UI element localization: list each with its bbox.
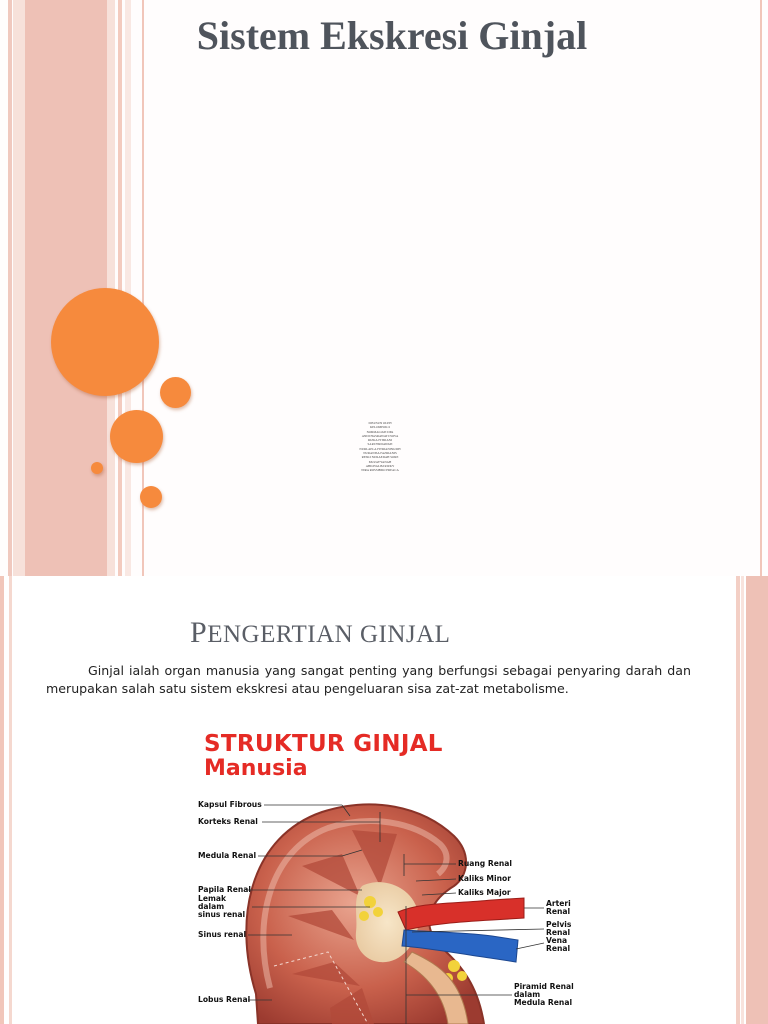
author-line: ABD.HALIM RIZKY bbox=[365, 463, 395, 468]
label-lemak: dalam bbox=[198, 902, 225, 911]
author-line: ANDI HASRAWATI NOVA bbox=[361, 433, 399, 438]
author-list bbox=[340, 421, 420, 473]
definition-paragraph: Ginjal ialah organ manusia yang sangat penting yang berfungsi sebagai penyaring darah dan merupakan salah satu sistem ekskresi atau pengeluaran sisa zat-zat metabolisme. bbox=[46, 663, 691, 696]
label-lobus-renal: Lobus Renal bbox=[198, 995, 251, 1004]
slide-title: Sistem Ekskresi Ginjal bbox=[196, 13, 588, 58]
kidney-structure-figure bbox=[192, 726, 584, 1024]
label-pelvis-renal: Renal bbox=[546, 928, 571, 937]
decorative-stripe bbox=[118, 0, 122, 576]
label-piramid-renal: Piramid Renal bbox=[514, 982, 574, 991]
author-line: NORMALIATI DPA bbox=[366, 429, 394, 434]
decorative-stripe bbox=[760, 0, 762, 576]
title-rest: ENGERTIAN GINJAL bbox=[207, 621, 451, 648]
slide-2 bbox=[0, 576, 768, 1024]
decorative-stripe bbox=[13, 0, 25, 576]
author-line: NURLAELA FITRIANINGSIH bbox=[359, 446, 401, 451]
decorative-circle-small bbox=[140, 486, 162, 508]
decorative-circle-tiny bbox=[91, 462, 103, 474]
label-kaliks-minor: Kaliks Minor bbox=[458, 874, 511, 883]
decorative-stripe bbox=[0, 576, 4, 1024]
figure-subtitle: Manusia bbox=[204, 756, 308, 781]
author-line: KELOMPOK 6 bbox=[369, 425, 391, 430]
label-kapsul-fibrous: Kapsul Fibrous bbox=[198, 800, 262, 809]
author-line: SARI FIRDAWATI bbox=[367, 442, 393, 447]
label-papila-renal: Papila Renal bbox=[198, 885, 252, 894]
author-line: RIZKA FITRIANI bbox=[368, 438, 392, 443]
label-sinus-renal: Sinus renal bbox=[198, 930, 247, 939]
decorative-circle-small bbox=[160, 377, 191, 408]
decorative-stripe bbox=[741, 576, 744, 1024]
label-vena-renal: Renal bbox=[546, 944, 571, 953]
label-vena-renal: Vena bbox=[546, 936, 568, 945]
slide-title bbox=[190, 616, 450, 650]
decorative-stripe bbox=[125, 0, 131, 576]
label-lemak: Lemak bbox=[198, 894, 227, 903]
decorative-circle-medium bbox=[110, 410, 163, 463]
label-piramid-renal: Medula Renal bbox=[514, 998, 573, 1007]
title-initial: P bbox=[190, 616, 208, 649]
author-line: NIRA ROSSIBDO PREACA bbox=[361, 468, 399, 473]
decorative-stripe bbox=[8, 0, 12, 576]
label-korteks-renal: Korteks Renal bbox=[198, 817, 258, 826]
label-lemak: sinus renal bbox=[198, 910, 246, 919]
label-arteri-renal: Arteri bbox=[546, 899, 571, 908]
decorative-stripe bbox=[9, 576, 12, 1024]
label-medula-renal: Medula Renal bbox=[198, 851, 257, 860]
label-pelvis-renal: Pelvis bbox=[546, 920, 572, 929]
label-kaliks-major: Kaliks Major bbox=[458, 888, 511, 897]
author-line: NURANISA FAZRIANIS bbox=[363, 451, 397, 456]
decorative-stripe bbox=[746, 576, 768, 1024]
decorative-stripe bbox=[736, 576, 740, 1024]
author-line: RESKI NURAEDAH SORE bbox=[361, 455, 399, 460]
author-line: DISUSUN OLEH bbox=[368, 421, 392, 425]
label-arteri-renal: Renal bbox=[546, 907, 571, 916]
author-line: MUZAYYANAH bbox=[368, 459, 392, 464]
label-piramid-renal: dalam bbox=[514, 990, 541, 999]
label-ruang-renal: Ruang Renal bbox=[458, 859, 512, 868]
figure-title: STRUKTUR GINJAL bbox=[204, 731, 443, 757]
decorative-circle-large bbox=[51, 288, 159, 396]
